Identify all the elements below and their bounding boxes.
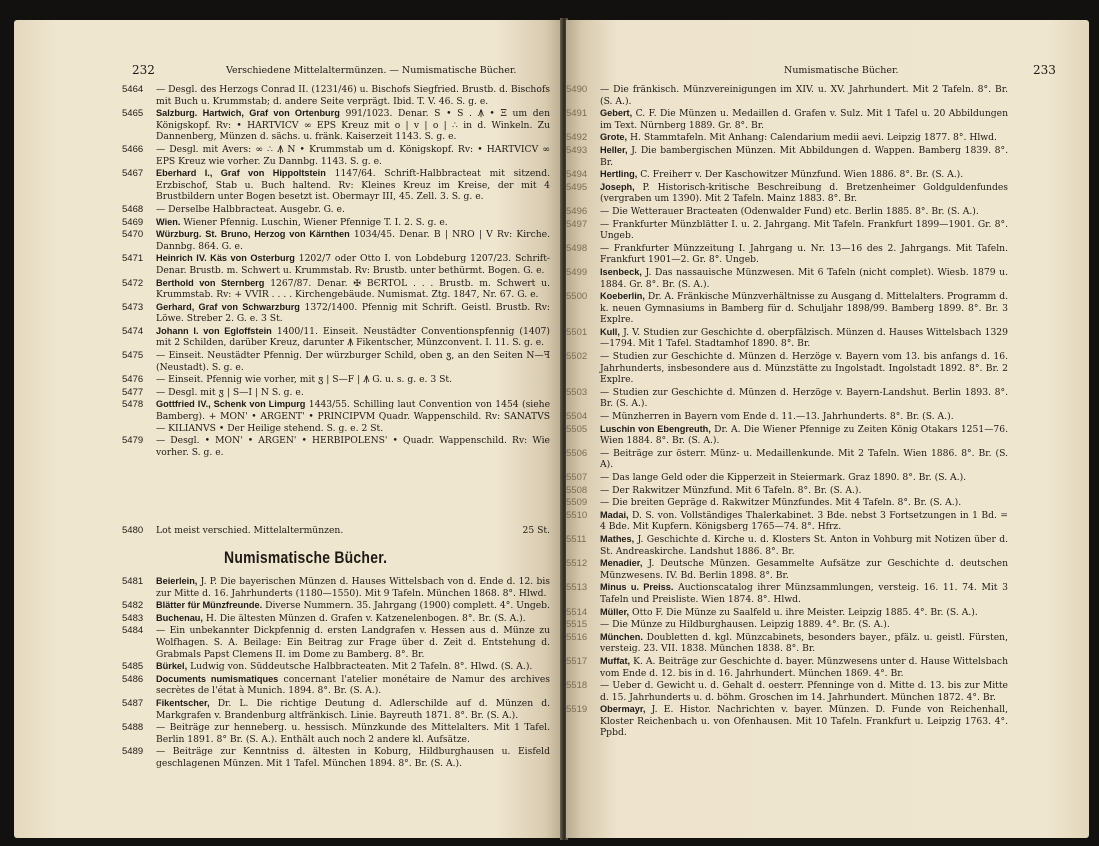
entry-number: 5471 — [122, 253, 144, 265]
entry-text — [600, 656, 1008, 679]
entry-description: Doubletten d. kgl. Münzcabinets, besonders bayer., pfälz. u. geistl. Fürsten, versteig. 23. VII. 1838. München 1838. 8°. Br. — [600, 631, 1009, 655]
entry-name: Kull, — [600, 326, 620, 337]
entry-number: 5496 — [566, 205, 588, 217]
entry-number: 5491 — [566, 108, 588, 120]
entry-description: C. F. Die Münzen u. Medaillen d. Grafen v. Sulz. Mit 1 Tafel u. 20 Abbildungen im Text. Nürnberg 1889. Gr. 8°. Br. — [600, 108, 1008, 131]
entry-number: 5493 — [566, 144, 588, 156]
entry-number: 5509 — [566, 497, 588, 509]
entry-text — [600, 704, 1008, 739]
catalog-entry — [122, 302, 550, 325]
entry-text — [600, 182, 1008, 205]
entry-name: Muffat, — [600, 655, 631, 666]
entry-number: 5519 — [566, 704, 588, 716]
entry-description: 1267/87. Denar. ✠ BЄRTOL . . . Brustb. m. Schwert u. Krummstab. Rv: + VVIR . . . . Kirchengebäude. Numismat. Ztg. 1847, Nr. 67. G. e. — [156, 277, 551, 301]
entry-name: Eberhard I., Graf von Hippoltstein — [156, 168, 326, 179]
entry-number: 5479 — [122, 435, 144, 447]
entry-number: 5508 — [566, 484, 588, 496]
catalog-entry — [122, 387, 550, 399]
entry-text — [156, 674, 550, 697]
entry-text — [600, 84, 1008, 107]
entry-description: H. Stammtafeln. Mit Anhang: Calendarium medii aevi. Leipzig 1877. 8°. Hlwd. — [629, 132, 997, 144]
entry-name: Minus u. Preiss. — [600, 582, 674, 593]
entry-number: 5505 — [566, 423, 588, 435]
entry-text — [156, 625, 550, 660]
entry-number: 5467 — [122, 168, 144, 180]
catalog-entry — [566, 497, 1008, 509]
entry-text — [600, 132, 1008, 144]
entry-name: Würzburg. St. Bruno, Herzog von Kärnthen — [156, 229, 350, 240]
entry-description: — Das lange Geld oder die Kipperzeit in Steiermark. Graz 1890. 8°. Br. (S. A.). — [600, 472, 967, 483]
entry-description: 1372/1400. Pfennig mit Schrift. Geistl. Brustb. Rv: Löwe. Streber 2. G. e. 3 St. — [156, 301, 550, 325]
entry-number: 5477 — [122, 386, 144, 398]
left-page — [14, 20, 562, 838]
entry-number: 5466 — [122, 143, 144, 155]
entry-text — [156, 350, 550, 373]
entry-description: — Die breiten Gepräge d. Rakwitzer Münzfundes. Mit 4 Tafeln. 8°. Br. (S. A.). — [600, 497, 962, 509]
entry-number: 5469 — [122, 216, 144, 228]
entry-name: Mathes, — [600, 533, 635, 544]
entry-name: Luschin von Ebengreuth, — [600, 423, 711, 434]
entry-text — [600, 607, 1008, 619]
entry-text: Lot meist verschied. Mittelaltermünzen. — [156, 525, 344, 536]
catalog-entry — [122, 217, 550, 229]
entry-description: — Einseit. Neustädter Pfennig. Der würzburger Schild, oben ꟑ, an den Seiten N—ꟻ (Neustadt). S. g. e. — [156, 350, 550, 373]
entry-text — [600, 411, 1008, 423]
entry-name: Isenbeck, — [600, 266, 642, 277]
entry-description: Auctionscatalog ihrer Münzsammlungen, versteig. 16. 11. 74. Mit 3 Tafeln und Preisliste. Wien 1874. 8°. Hlwd. — [600, 582, 1008, 605]
entry-description: 1202/7 oder Otto I. von Lobdeburg 1207/23. Schrift-Denar. Brustb. m. Schwert u. Krummstab. Rv: Brustb. unter bethürmt. Bogen. G. e. — [156, 253, 550, 276]
entry-number: 5465 — [122, 108, 144, 120]
entry-text — [156, 302, 550, 325]
running-header: Verschiedene Mittelaltermünzen. — Numismatische Bücher. — [226, 65, 517, 76]
entry-number: 5513 — [566, 582, 588, 594]
entry-number: 5506 — [566, 447, 588, 459]
book-entries — [566, 84, 1008, 740]
catalog-entry — [566, 387, 1008, 410]
entry-name: Heinrich IV. Käs von Osterburg — [156, 253, 295, 264]
entry-text — [600, 267, 1008, 290]
entry-description: C. Freiherr v. Der Kaschowitzer Münzfund. Wien 1886. 8°. Br. (S. A.). — [640, 169, 964, 181]
entry-number: 5485 — [122, 661, 144, 673]
entry-text — [156, 217, 550, 229]
catalog-entry — [122, 204, 550, 216]
catalog-entry — [566, 510, 1008, 533]
entry-number: 5516 — [566, 631, 588, 643]
catalog-entry — [566, 327, 1008, 350]
entry-description: Wiener Pfennig. Luschin, Wiener Pfennige T. I. 2. S. g. e. — [183, 216, 448, 228]
entry-number: 5481 — [122, 576, 144, 587]
entry-text — [156, 168, 550, 203]
catalog-entry — [122, 350, 550, 373]
entry-name: Koeberlin, — [600, 291, 645, 302]
entry-description: Otto F. Die Münze zu Saalfeld u. ihre Meister. Leipzig 1885. 4°. Br. (S. A.). — [632, 606, 978, 618]
entry-text — [600, 291, 1008, 326]
entry-number: 5474 — [122, 325, 144, 337]
catalog-entry — [122, 374, 550, 386]
catalog-entry — [566, 291, 1008, 326]
book-entries — [122, 576, 550, 771]
entry-text — [156, 387, 550, 399]
entry-text — [156, 613, 550, 625]
catalog-entry — [566, 424, 1008, 447]
catalog-entry — [566, 351, 1008, 386]
entry-text — [600, 243, 1008, 266]
catalog-entry — [122, 600, 550, 612]
catalog-entry — [122, 746, 550, 769]
entry-text — [156, 600, 550, 612]
entry-number: 5490 — [566, 84, 588, 95]
entry-text — [600, 619, 1008, 631]
entry-text — [600, 497, 1008, 509]
entry-text — [600, 219, 1008, 242]
catalog-entry — [566, 219, 1008, 242]
entry-text — [600, 510, 1008, 533]
entry-number: 5484 — [122, 625, 144, 637]
entry-description: 1034/45. Denar. B | NRO | V Rv: Kirche. Dannbg. 864. G. e. — [156, 229, 550, 252]
entry-name: Hertling, — [600, 169, 638, 180]
entry-description: — Die Münze zu Hildburghausen. Leipzig 1889. 4°. Br. (S. A.). — [600, 619, 890, 631]
entry-description: — Ueber d. Gewicht u. d. Gehalt d. oesterr. Pfenninge von d. Mitte d. 13. bis zur Mitte d. 15. Jahrhunderts u. d. böhm. Groschen im 14. Jahrhundert. München 1872. 4°. Br. — [600, 680, 1008, 703]
entry-description: — Desgl. mit ꟑ | S—I | N S. g. e. — [156, 386, 304, 398]
entry-number: 5476 — [122, 374, 144, 386]
entry-description: 1400/11. Einseit. Neustädter Conventionspfennig (1407) mit 2 Schilden, darüber Kreuz, darunter Ꙟ Fikentscher, Münzconvent. I. 11. S. g. e. — [156, 325, 550, 349]
entry-name: Gottfried IV., Schenk von Limpurg — [156, 399, 306, 410]
entry-name: Buchenau, — [156, 612, 203, 623]
entry-number: 5503 — [566, 386, 588, 398]
entry-number: 5468 — [122, 203, 144, 215]
entry-number: 5492 — [566, 132, 588, 144]
entry-number: 5473 — [122, 301, 144, 313]
entry-text — [600, 558, 1008, 581]
entry-name: Gerhard, Graf von Schwarzburg — [156, 301, 300, 312]
entry-description: J. P. Die bayerischen Münzen d. Hauses Wittelsbach von d. Ende d. 12. bis zur Mitte d. 16. Jahrhunderts (1180—1550). Mit 9 Tafeln. München 1868. 8°. Hlwd. — [156, 576, 551, 599]
entry-name: Berthold von Sternberg — [156, 277, 265, 288]
entry-description: J. Das nassauische Münzwesen. Mit 6 Tafeln (nicht complet). Wiesb. 1879 u. 1884. Gr. 8°. Br. (S. A.). — [600, 266, 1009, 290]
entry-text — [156, 84, 550, 107]
catalog-entry — [122, 144, 550, 167]
catalog-entry — [122, 625, 550, 660]
catalog-entry — [122, 722, 550, 745]
catalog-entry — [566, 108, 1008, 131]
entry-number: 5500 — [566, 291, 588, 303]
catalog-entry — [566, 182, 1008, 205]
entry-description: H. Die ältesten Münzen d. Grafen v. Katzenelenbogen. 8°. Br. (S. A.). — [205, 612, 526, 624]
entry-number: 5497 — [566, 218, 588, 230]
entry-description: Dr. L. Die richtige Deutung d. Adlerschilde auf d. Münzen d. Markgrafen v. Brandenburg altfränkisch. Linie. Bayreuth 1871. 8°. Br. (S. A.). — [156, 697, 551, 721]
entry-number: 5488 — [122, 722, 144, 734]
entry-name: Bürkel, — [156, 661, 188, 672]
catalog-entry — [122, 613, 550, 625]
entry-number: 5511 — [566, 533, 587, 545]
entry-description: J. Die bambergischen Münzen. Mit Abbildungen d. Wappen. Bamberg 1839. 8°. Br. — [600, 144, 1009, 168]
catalog-entry — [566, 411, 1008, 423]
entry-text — [156, 374, 550, 386]
entry-number: 5502 — [566, 351, 588, 363]
entry-description: — Die fränkisch. Münzvereinigungen im XIV. u. XV. Jahrhundert. Mit 2 Tafeln. 8°. Br. (S. A.). — [600, 84, 1008, 107]
entry-description: J. V. Studien zur Geschichte d. oberpfälzisch. Münzen d. Hauses Wittelsbach 1329—1794. Mit 1 Tafel. Stadtamhof 1890. 8°. Br. — [600, 326, 1008, 350]
entry-text — [156, 108, 550, 143]
entry-description: — Die Wetterauer Bracteaten (Odenwalder Fund) etc. Berlin 1885. 8°. Br. (S. A.). — [600, 205, 979, 217]
entry-description: — Beiträge zur Kenntniss d. ältesten in Koburg, Hildburghausen u. Eisfeld geschlagenen Münzen. Mit 1 Tafel. München 1894. 8°. Br. (S. A.). — [156, 746, 550, 769]
entry-name: Grote, — [600, 132, 628, 143]
entry-description: J. Deutsche Münzen. Gesammelte Aufsätze zur Geschichte d. deutschen Münzwesens. IV. Bd. Berlin 1898. 8°. Br. — [600, 558, 1009, 581]
catalog-entry — [122, 168, 550, 203]
entry-description: K. A. Beiträge zur Geschichte d. bayer. Münzwesens unter d. Hause Wittelsbach vom Ende d. 12. bis in d. 16. Jahrhundert. München 1869. 4°. Br. — [600, 655, 1008, 679]
catalog-entry — [566, 680, 1008, 703]
entry-number: 5515 — [566, 619, 588, 631]
entry-description: — Frankfurter Münzzeitung I. Jahrgang u. Nr. 13—16 des 2. Jahrgangs. Mit Tafeln. Frankfurt 1901—2. Gr. 8°. Ungeb. — [600, 242, 1008, 266]
page-number: 232 — [132, 63, 155, 77]
entry-text — [600, 582, 1008, 605]
entry-number: 5480 — [122, 525, 144, 536]
entry-number: 5514 — [566, 606, 588, 618]
entry-description: D. S. von. Vollständiges Thalerkabinet. 3 Bde. nebst 3 Fortsetzungen in 1 Bd. = 4 Bde. Mit Kupfern. Königsberg 1765—74. 8°. Hfrz. — [600, 509, 1008, 533]
entry-number: 5507 — [566, 472, 588, 483]
entry-name: Obermayr, — [600, 704, 646, 715]
entry-number: 5487 — [122, 697, 144, 709]
entry-text — [600, 351, 1008, 386]
entry-description: — Einseit. Pfennig wie vorher, mit ꟑ | S—F | Ꙟ G. u. s. g. e. 3 St. — [156, 374, 453, 386]
lot-entry — [122, 525, 550, 536]
entry-name: Beierlein, — [156, 576, 198, 586]
entry-number: 5475 — [122, 350, 144, 362]
catalog-entry — [566, 607, 1008, 619]
entry-description: Diverse Nummern. 35. Jahrgang (1900) complett. 4°. Ungeb. — [265, 600, 550, 612]
entry-text — [156, 722, 550, 745]
entry-number: 5510 — [566, 509, 588, 521]
catalog-entry — [566, 582, 1008, 605]
entry-text — [156, 661, 550, 673]
entry-text — [600, 534, 1008, 557]
entry-number: 5504 — [566, 411, 588, 423]
catalog-entry — [566, 632, 1008, 655]
entry-description: P. Historisch-kritische Beschreibung d. Bretzenheimer Goldguldenfundes (vergraben um 1390). Mit 2 Tafeln. Mainz 1883. 8°. Br. — [600, 181, 1008, 205]
entry-name: Joseph, — [600, 181, 635, 192]
catalog-entry — [122, 435, 550, 458]
catalog-entry — [122, 661, 550, 673]
entry-text — [156, 229, 550, 252]
entry-number: 5518 — [566, 680, 588, 692]
right-page — [566, 20, 1089, 838]
entry-text — [600, 327, 1008, 350]
entry-text — [156, 435, 550, 458]
entry-description: concernant l'atelier monétaire de Namur des archives secrètes de l'état à Munich. 1894. 8°. Br. (S. A.). — [156, 673, 550, 697]
entry-description: — Ein unbekannter Dickpfennig d. ersten Landgrafen v. Hessen aus d. Münze zu Wolfhagen. S. A. Beilage: Ein Beitrag zur Frage über d. Zeit d. Entstehung d. Grabmals Papst Clemens II. im Dome zu Bamberg. 8°. Br. — [156, 625, 550, 660]
catalog-entry — [122, 674, 550, 697]
catalog-entry — [566, 169, 1008, 181]
entry-number: 5464 — [122, 84, 144, 95]
entry-description: J. Geschichte d. Kirche u. d. Klosters St. Anton in Vohburg mit Notizen über d. St. Andreaskirche. Landshut 1886. 8°. Br. — [600, 533, 1009, 557]
catalog-entry — [122, 84, 550, 107]
catalog-entry — [122, 278, 550, 301]
catalog-entry — [566, 619, 1008, 631]
entry-number: 5478 — [122, 399, 144, 411]
entry-number: 5517 — [566, 655, 588, 667]
entry-name: Gebert, — [600, 108, 633, 119]
catalog-entry — [122, 253, 550, 276]
entry-name: Wien. — [156, 216, 181, 227]
entry-text — [156, 144, 550, 167]
running-header: Numismatische Bücher. — [784, 65, 899, 76]
entry-text — [156, 698, 550, 721]
page-number: 233 — [1033, 63, 1056, 77]
entry-description: — Studien zur Geschichte d. Münzen d. Herzöge v. Bayern-Landshut. Berlin 1893. 8°. Br. (S. A.). — [600, 386, 1008, 410]
entry-name: Müller, — [600, 606, 630, 617]
catalog-entry — [122, 698, 550, 721]
catalog-entry — [566, 145, 1008, 168]
entry-text — [156, 326, 550, 349]
entry-text — [600, 206, 1008, 218]
catalog-entry — [122, 399, 550, 434]
entry-description: Dr. A. Fränkische Münzverhältnisse zu Ausgang d. Mittelalters. Programm d. k. neuen Gymnasiums in Bamberg für d. Schuljahr 1898/99. Bamberg 1899. 8°. Br. 3 Explre. — [600, 291, 1008, 326]
entry-text — [600, 145, 1008, 168]
entry-number: 5499 — [566, 266, 588, 278]
catalog-entry — [566, 656, 1008, 679]
entry-description: 991/1023. Denar. S • S . Ꙟ • Ξ um den Königskopf. Rv: • HARTVICV ∞ EPS Kreuz mit o | v | o | ∴ in d. Winkeln. Zu Dannenberg, Münzen d. sächs. u. fränk. Kaiserzeit 1143. S. g. e. — [156, 108, 550, 143]
entry-text — [600, 448, 1008, 471]
entry-text — [156, 204, 550, 216]
entry-number: 5482 — [122, 600, 144, 612]
entry-text — [600, 169, 1008, 181]
entry-text — [156, 576, 550, 599]
entry-name: Documents numismatiques — [156, 673, 279, 684]
catalog-entry — [122, 576, 550, 599]
catalog-entry — [566, 206, 1008, 218]
entry-text — [156, 746, 550, 769]
catalog-entry — [566, 243, 1008, 266]
entry-text — [156, 399, 550, 434]
entry-name: München. — [600, 631, 643, 642]
catalog-entry — [566, 485, 1008, 497]
entry-text — [600, 387, 1008, 410]
catalog-entry — [566, 534, 1008, 557]
catalog-entry — [566, 704, 1008, 739]
entry-name: Johann I. von Egloffstein — [156, 325, 272, 336]
entry-number: 5495 — [566, 181, 588, 193]
entry-description: — Beiträge zur henneberg. u. hessisch. Münzkunde des Mittelalters. Mit 1 Tafel. Berlin 1891. 8° Br. (S. A.). Enthält auch noch 2 andere kl. Aufsätze. — [156, 722, 550, 745]
entry-text — [156, 278, 550, 301]
entry-name: Menadier, — [600, 558, 643, 569]
entry-name: Heller, — [600, 144, 628, 155]
catalog-entry — [566, 472, 1008, 484]
entry-text — [600, 472, 1008, 484]
entry-description: — Münzherren in Bayern vom Ende d. 11.—13. Jahrhunderts. 8°. Br. (S. A.). — [600, 411, 954, 423]
catalog-entry — [566, 448, 1008, 471]
entry-description: J. E. Histor. Nachrichten v. bayer. Münzen. D. Funde von Reichenhall, Kloster Reichenbach u. von Ofenhausen. Mit 10 Tafeln. Frankfurt u. Leipzig 1763. 4°. Ppbd. — [600, 704, 1009, 739]
entry-number: 5470 — [122, 229, 144, 241]
entry-name: Madai, — [600, 509, 629, 520]
entry-number: 5501 — [566, 326, 588, 338]
entry-number: 5483 — [122, 612, 144, 624]
entry-number: 5494 — [566, 169, 588, 181]
entry-description: — Desgl. des Herzogs Conrad II. (1231/46) u. Bischofs Siegfried. Brustb. d. Bischofs mit Buch u. Krummstab; d. andere Seite verprägt. Ibid. T. V. 46. S. g. e. — [156, 84, 550, 107]
entry-text — [600, 632, 1008, 655]
entry-description: — Frankfurter Münzblätter I. u. 2. Jahrgang. Mit Tafeln. Frankfurt 1899—1901. Gr. 8°. Ungeb. — [600, 218, 1008, 242]
entry-name: Blätter für Münzfreunde. — [156, 600, 263, 611]
entry-description: 1147/64. Schrift-Halbbracteat mit sitzend. Erzbischof, Stab u. Buch haltend. Rv: Kleines Kreuz im Kreise, der mit 4 Brustbildern unter Bogen besetzt ist. Obermayr III, 45. Zell. 3. S. g. e. — [156, 168, 551, 203]
entry-description: 1443/55. Schilling laut Convention von 1454 (siehe Bamberg). + MON' • ARGENT' • PRINCIPVM Quadr. Wappenschild. Rv: SANATVS — KILIANVS • Der Heilige stehend. S. g. e. 2 St. — [156, 399, 551, 434]
entry-quantity: 25 St. — [522, 525, 550, 536]
entry-name: Salzburg. Hartwich, Graf von Ortenburg — [156, 108, 340, 119]
entry-description: — Studien zur Geschichte d. Münzen d. Herzöge v. Bayern vom 13. bis anfangs d. 16. Jahrhunderts, insbesondere aus d. Münzstätte zu Ingolstadt. Ingolstadt 1892. 8°. Br. 2 Explre. — [600, 351, 1008, 386]
entry-number: 5498 — [566, 242, 588, 254]
catalog-entry — [566, 84, 1008, 107]
entry-description: — Beiträge zur österr. Münz- u. Medaillenkunde. Mit 2 Tafeln. Wien 1886. 8°. Br. (S. A). — [600, 447, 1008, 471]
catalog-entry — [566, 267, 1008, 290]
coin-entries — [122, 84, 550, 459]
catalog-entry — [122, 108, 550, 143]
entry-number: 5486 — [122, 673, 144, 685]
entry-description: Dr. A. Die Wiener Pfennige zu Zeiten König Otakars 1251—76. Wien 1884. 8°. Br. (S. A.). — [600, 423, 1008, 447]
entry-number: 5512 — [566, 558, 588, 570]
catalog-entry — [122, 326, 550, 349]
entry-text — [156, 253, 550, 276]
entry-description: — Derselbe Halbbracteat. Ausgebr. G. e. — [156, 203, 345, 215]
entry-text — [600, 108, 1008, 131]
entry-text — [600, 485, 1008, 497]
catalog-entry — [122, 229, 550, 252]
catalog-entry — [566, 558, 1008, 581]
catalog-entry — [566, 132, 1008, 144]
entry-number: 5489 — [122, 746, 144, 758]
section-title: Numismatische Bücher. — [224, 548, 388, 567]
entry-text — [600, 424, 1008, 447]
entry-number: 5472 — [122, 277, 144, 289]
entry-description: Ludwig von. Süddeutsche Halbbracteaten. Mit 2 Tafeln. 8°. Hlwd. (S. A.). — [190, 661, 533, 673]
entry-description: — Der Rakwitzer Münzfund. Mit 6 Tafeln. 8°. Br. (S. A.). — [600, 484, 862, 496]
entry-text — [600, 680, 1008, 703]
entry-description: — Desgl. mit Avers: ∞ ∴ Ꙟ N • Krummstab um d. Königskopf. Rv: • HARTVICV ∞ EPS Kreuz wie vorher. Zu Dannbg. 1143. S. g. e. — [156, 143, 550, 167]
entry-name: Fikentscher, — [156, 697, 210, 708]
entry-description: — Desgl. • MON' • ARGEN' • HERBIPOLENS' • Quadr. Wappenschild. Rv: Wie vorher. S. g. e. — [156, 435, 550, 458]
